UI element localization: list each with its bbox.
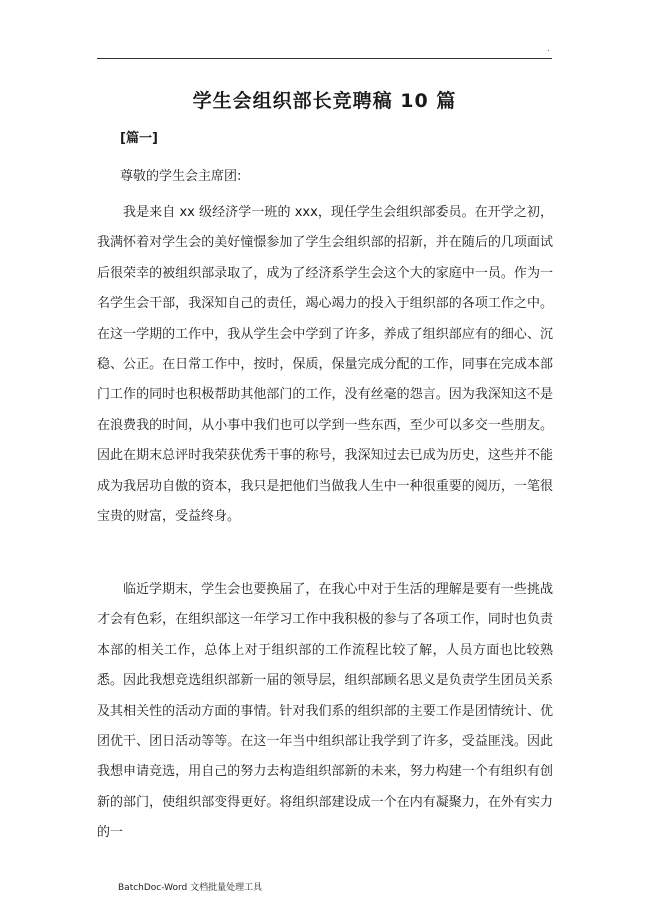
footer-watermark: BatchDoc-Word 文档批量处理工具: [118, 883, 263, 893]
body-paragraph-2: 临近学期末，学生会也要换届了，在我心中对于生活的理解是要有一些挑战才会有色彩，在组织部这一年学习工作中我积极的参与了各项工作，同时也负责本部的相关工作，总体上对于组织部的工作流程比较了解，人员方面也比较熟悉。因此我想竞选组织部新一届的领导层，组织部顾名思义是负责学生团员关系及其相关性的活动方面的事情。针对我们系的组织部的主要工作是团情统计、优团优干、团日活动等等。在这一年当中组织部让我学到了许多，受益匪浅。因此我想申请竞选，用自己的努力去构造组织部新的未来，努力构建一个有组织有创新的部门，使组织部变得更好。将组织部建设成一个在内有凝聚力，在外有实力的一: [97, 582, 553, 841]
header-rule: [97, 58, 552, 59]
body-paragraph-1: 我是来自 xx 级经济学一班的 xxx，现任学生会组织部委员。在开学之初，我满怀着对学生会的美好憧憬参加了学生会组织部的招新，并在随后的几项面试后很荣幸的被组织部录取了，成为了经济系学生会这个大的家庭中一员。作为一名学生会干部，我深知自己的责任，竭心竭力的投入于组织部的各项工作之中。在这一学期的工作中，我从学生会中学到了许多，养成了组织部应有的细心、沉稳、公正。在日常工作中，按时，保质，保量完成分配的工作，同事在完成本部门工作的同时也积极帮助其他部门的工作，没有丝毫的怨言。因为我深知这不是在浪费我的时间，从小事中我们也可以学到一些东西，至少可以多交一些朋友。因此在期末总评时我荣获优秀干事的称号，我深知过去已成为历史，这些并不能成为我居功自傲的资本，我只是把他们当做我人生中一种很重要的阅历，一笔很宝贵的财富，受益终身。: [97, 205, 553, 525]
document-title: 学生会组织部长竞聘稿 10 篇: [192, 90, 457, 112]
greeting: 尊敬的学生会主席团:: [120, 169, 242, 184]
section-label: [篇一]: [120, 131, 158, 146]
header-corner-mark: .: [547, 44, 550, 54]
